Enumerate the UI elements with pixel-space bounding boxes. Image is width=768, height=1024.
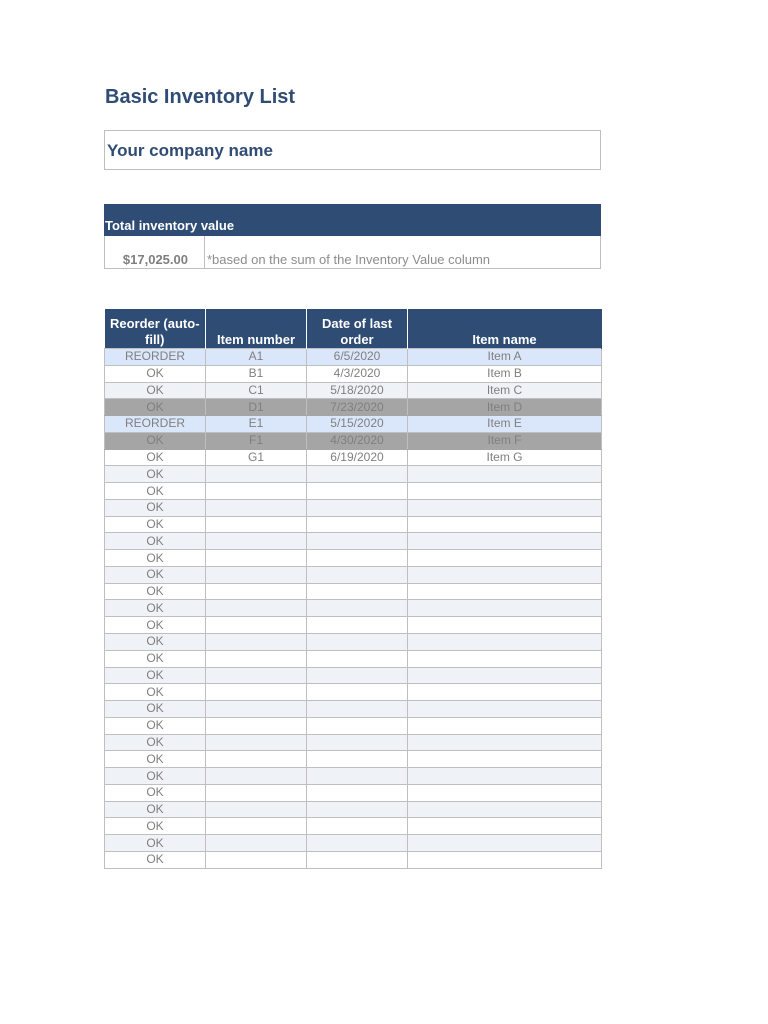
table-row: [105, 550, 602, 567]
table-row: [105, 617, 602, 634]
cell-item-name[interactable]: [408, 768, 602, 785]
cell-date-last-order[interactable]: [307, 734, 408, 751]
cell-item-number[interactable]: F1: [206, 432, 307, 449]
cell-date-last-order[interactable]: [307, 717, 408, 734]
cell-date-last-order[interactable]: [307, 784, 408, 801]
cell-item-name[interactable]: Item D: [408, 399, 602, 416]
cell-date-last-order[interactable]: [307, 483, 408, 500]
table-row: [105, 734, 602, 751]
cell-reorder-status[interactable]: OK: [105, 634, 206, 651]
cell-reorder-status[interactable]: OK: [105, 533, 206, 550]
cell-date-last-order[interactable]: [307, 566, 408, 583]
cell-date-last-order[interactable]: 5/18/2020: [307, 382, 408, 399]
cell-item-name[interactable]: [408, 717, 602, 734]
table-row: [105, 499, 602, 516]
cell-item-number[interactable]: [206, 717, 307, 734]
table-row: [105, 684, 602, 701]
cell-reorder-status[interactable]: OK: [105, 365, 206, 382]
cell-item-name[interactable]: [408, 650, 602, 667]
cell-item-number[interactable]: [206, 801, 307, 818]
table-row: [105, 835, 602, 852]
cell-item-number[interactable]: [206, 784, 307, 801]
cell-date-last-order[interactable]: [307, 499, 408, 516]
cell-item-number[interactable]: B1: [206, 365, 307, 382]
cell-item-name[interactable]: Item G: [408, 449, 602, 466]
table-row: [105, 399, 602, 416]
page-title: Basic Inventory List: [105, 86, 296, 108]
cell-date-last-order[interactable]: 4/3/2020: [307, 365, 408, 382]
cell-reorder-status[interactable]: OK: [105, 466, 206, 483]
cell-reorder-status[interactable]: OK: [105, 734, 206, 751]
total-inventory-row: [104, 236, 601, 269]
cell-item-number[interactable]: A1: [206, 349, 307, 366]
cell-item-number[interactable]: E1: [206, 416, 307, 433]
cell-date-last-order[interactable]: [307, 851, 408, 868]
cell-item-name[interactable]: Item F: [408, 432, 602, 449]
cell-item-number[interactable]: [206, 650, 307, 667]
table-row: [105, 349, 602, 366]
table-row: [105, 449, 602, 466]
table-row: [105, 483, 602, 500]
cell-item-name[interactable]: [408, 583, 602, 600]
cell-date-last-order[interactable]: [307, 801, 408, 818]
cell-reorder-status[interactable]: OK: [105, 701, 206, 718]
table-row: [105, 634, 602, 651]
header-reorder[interactable]: Reorder (auto-fill): [105, 309, 206, 349]
cell-reorder-status[interactable]: OK: [105, 818, 206, 835]
cell-date-last-order[interactable]: [307, 751, 408, 768]
table-row: [105, 851, 602, 868]
cell-reorder-status[interactable]: OK: [105, 851, 206, 868]
cell-item-name[interactable]: [408, 566, 602, 583]
table-row: [105, 382, 602, 399]
table-row: [105, 583, 602, 600]
cell-date-last-order[interactable]: [307, 650, 408, 667]
cell-date-last-order[interactable]: [307, 516, 408, 533]
cell-date-last-order[interactable]: [307, 818, 408, 835]
table-row: [105, 701, 602, 718]
cell-reorder-status[interactable]: OK: [105, 784, 206, 801]
total-inventory-note: *based on the sum of the Inventory Value column: [207, 252, 491, 267]
cell-item-number[interactable]: [206, 566, 307, 583]
cell-reorder-status[interactable]: OK: [105, 516, 206, 533]
total-inventory-value: $17,025.00: [105, 236, 205, 268]
cell-date-last-order[interactable]: [307, 533, 408, 550]
cell-item-number[interactable]: [206, 466, 307, 483]
cell-item-name[interactable]: [408, 818, 602, 835]
cell-item-name[interactable]: [408, 516, 602, 533]
cell-reorder-status[interactable]: OK: [105, 550, 206, 567]
cell-date-last-order[interactable]: [307, 701, 408, 718]
cell-item-number[interactable]: D1: [206, 399, 307, 416]
cell-date-last-order[interactable]: 5/15/2020: [307, 416, 408, 433]
cell-reorder-status[interactable]: OK: [105, 399, 206, 416]
cell-item-number[interactable]: G1: [206, 449, 307, 466]
cell-item-name[interactable]: Item C: [408, 382, 602, 399]
company-name-field[interactable]: [104, 130, 601, 170]
company-name-text: Your company name: [107, 141, 273, 160]
table-row: [105, 768, 602, 785]
cell-item-number[interactable]: [206, 851, 307, 868]
cell-reorder-status[interactable]: OK: [105, 566, 206, 583]
cell-item-name[interactable]: Item B: [408, 365, 602, 382]
cell-date-last-order[interactable]: [307, 550, 408, 567]
table-row: [105, 818, 602, 835]
cell-date-last-order[interactable]: 6/19/2020: [307, 449, 408, 466]
cell-reorder-status[interactable]: OK: [105, 717, 206, 734]
table-row: [105, 784, 602, 801]
cell-date-last-order[interactable]: [307, 583, 408, 600]
table-row: [105, 667, 602, 684]
cell-item-number[interactable]: [206, 768, 307, 785]
cell-reorder-status[interactable]: REORDER: [105, 349, 206, 366]
cell-item-name[interactable]: [408, 851, 602, 868]
cell-item-number[interactable]: [206, 550, 307, 567]
cell-item-name[interactable]: [408, 634, 602, 651]
header-item-name[interactable]: Item name: [408, 309, 602, 349]
cell-item-name[interactable]: [408, 784, 602, 801]
inventory-table: [104, 309, 602, 869]
cell-reorder-status[interactable]: OK: [105, 801, 206, 818]
cell-reorder-status[interactable]: OK: [105, 650, 206, 667]
cell-item-number[interactable]: [206, 483, 307, 500]
table-row: [105, 717, 602, 734]
cell-reorder-status[interactable]: OK: [105, 835, 206, 852]
cell-item-name[interactable]: Item A: [408, 349, 602, 366]
cell-item-name[interactable]: [408, 600, 602, 617]
cell-item-name[interactable]: [408, 684, 602, 701]
cell-date-last-order[interactable]: [307, 600, 408, 617]
cell-reorder-status[interactable]: OK: [105, 382, 206, 399]
cell-item-name[interactable]: Item E: [408, 416, 602, 433]
cell-item-number[interactable]: [206, 835, 307, 852]
cell-item-name[interactable]: [408, 483, 602, 500]
cell-reorder-status[interactable]: OK: [105, 432, 206, 449]
table-row: [105, 566, 602, 583]
table-row: [105, 801, 602, 818]
cell-item-number[interactable]: [206, 818, 307, 835]
table-row: [105, 416, 602, 433]
cell-item-name[interactable]: [408, 499, 602, 516]
table-row: [105, 600, 602, 617]
cell-date-last-order[interactable]: 4/30/2020: [307, 432, 408, 449]
cell-item-number[interactable]: [206, 516, 307, 533]
table-row: [105, 751, 602, 768]
cell-date-last-order[interactable]: [307, 466, 408, 483]
cell-item-name[interactable]: [408, 466, 602, 483]
cell-reorder-status[interactable]: OK: [105, 483, 206, 500]
cell-item-name[interactable]: [408, 550, 602, 567]
cell-reorder-status[interactable]: OK: [105, 499, 206, 516]
cell-reorder-status[interactable]: OK: [105, 617, 206, 634]
table-row: [105, 365, 602, 382]
cell-item-number[interactable]: [206, 617, 307, 634]
cell-reorder-status[interactable]: OK: [105, 600, 206, 617]
cell-item-number[interactable]: [206, 583, 307, 600]
cell-date-last-order[interactable]: [307, 768, 408, 785]
cell-item-name[interactable]: [408, 751, 602, 768]
cell-item-name[interactable]: [408, 835, 602, 852]
header-date-last-order[interactable]: Date of last order: [307, 309, 408, 349]
cell-item-number[interactable]: [206, 701, 307, 718]
cell-date-last-order[interactable]: [307, 634, 408, 651]
cell-item-name[interactable]: [408, 734, 602, 751]
cell-item-name[interactable]: [408, 533, 602, 550]
table-row: [105, 533, 602, 550]
cell-reorder-status[interactable]: OK: [105, 449, 206, 466]
cell-item-name[interactable]: [408, 617, 602, 634]
inventory-table-body: [105, 349, 602, 869]
cell-reorder-status[interactable]: OK: [105, 583, 206, 600]
table-row: [105, 516, 602, 533]
table-row: [105, 432, 602, 449]
cell-date-last-order[interactable]: [307, 835, 408, 852]
cell-date-last-order[interactable]: 7/23/2020: [307, 399, 408, 416]
cell-reorder-status[interactable]: OK: [105, 751, 206, 768]
cell-item-number[interactable]: [206, 684, 307, 701]
table-row: [105, 650, 602, 667]
cell-item-number[interactable]: [206, 533, 307, 550]
cell-item-number[interactable]: [206, 667, 307, 684]
cell-item-name[interactable]: [408, 667, 602, 684]
cell-reorder-status[interactable]: REORDER: [105, 416, 206, 433]
cell-item-number[interactable]: [206, 634, 307, 651]
cell-item-number[interactable]: [206, 751, 307, 768]
cell-date-last-order[interactable]: [307, 684, 408, 701]
header-item-number[interactable]: Item number: [206, 309, 307, 349]
cell-item-number[interactable]: [206, 499, 307, 516]
cell-date-last-order[interactable]: [307, 617, 408, 634]
inventory-header-row: [105, 309, 602, 349]
cell-date-last-order[interactable]: [307, 667, 408, 684]
total-inventory-header: [104, 204, 601, 236]
cell-reorder-status[interactable]: OK: [105, 684, 206, 701]
cell-item-number[interactable]: [206, 600, 307, 617]
cell-reorder-status[interactable]: OK: [105, 667, 206, 684]
table-row: [105, 466, 602, 483]
cell-item-number[interactable]: [206, 734, 307, 751]
cell-date-last-order[interactable]: 6/5/2020: [307, 349, 408, 366]
cell-item-name[interactable]: [408, 701, 602, 718]
cell-item-name[interactable]: [408, 801, 602, 818]
cell-item-number[interactable]: C1: [206, 382, 307, 399]
total-inventory-label: Total inventory value: [105, 218, 235, 233]
cell-reorder-status[interactable]: OK: [105, 768, 206, 785]
